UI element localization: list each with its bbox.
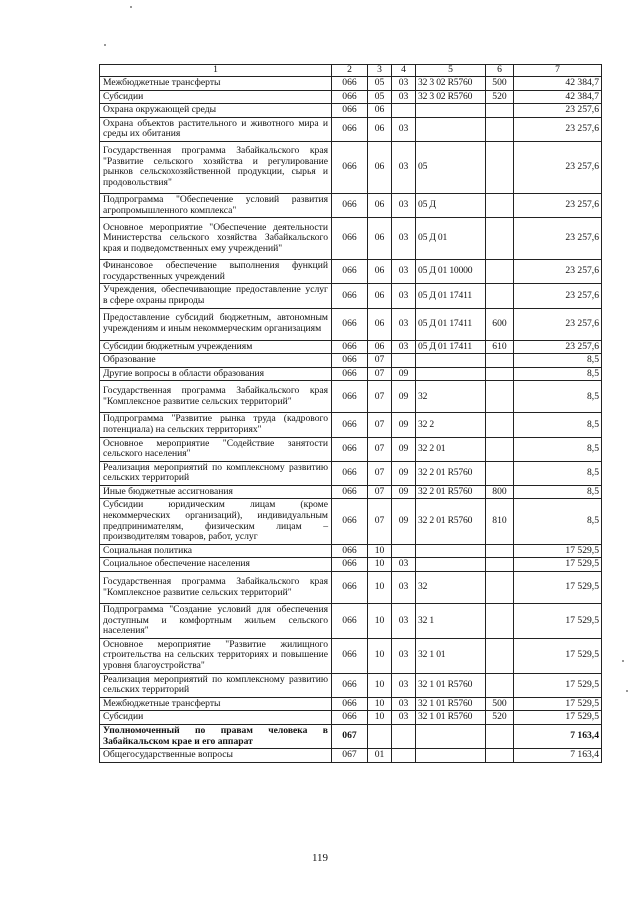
row-gr-code: 066 (332, 638, 368, 673)
row-csr-code: 32 3 02 R5760 (416, 90, 486, 104)
row-name: Основное мероприятие "Развитие жилищного строительства на сельских территориях и повышение уровня благоустройства" (100, 638, 332, 673)
table-row (100, 260, 602, 284)
table-row (100, 604, 602, 639)
row-vr-code (486, 413, 514, 437)
row-csr-code: 05 Д (416, 193, 486, 217)
row-gr-code: 066 (332, 141, 368, 193)
row-csr-code: 05 Д 01 17411 (416, 340, 486, 354)
column-header: 2 (332, 65, 368, 77)
row-vr-code (486, 284, 514, 308)
row-csr-code: 32 (416, 381, 486, 413)
row-gr-code: 066 (332, 381, 368, 413)
row-gr-code: 066 (332, 572, 368, 604)
row-vr-code: 800 (486, 485, 514, 499)
row-csr-code: 32 3 02 R5760 (416, 77, 486, 91)
scan-speck (626, 690, 628, 692)
row-pr-code: 03 (392, 117, 416, 141)
scan-speck (130, 6, 132, 8)
row-rz-code: 07 (368, 461, 392, 485)
row-vr-code (486, 749, 514, 763)
row-vr-code (486, 461, 514, 485)
row-vr-code (486, 218, 514, 260)
row-pr-code: 03 (392, 711, 416, 725)
row-gr-code: 066 (332, 544, 368, 558)
row-sum: 23 257,6 (514, 340, 602, 354)
row-gr-code: 066 (332, 697, 368, 711)
row-pr-code: 03 (392, 604, 416, 639)
table-row (100, 544, 602, 558)
row-name: Иные бюджетные ассигнования (100, 485, 332, 499)
row-rz-code: 06 (368, 193, 392, 217)
row-vr-code (486, 673, 514, 697)
table-row (100, 697, 602, 711)
row-pr-code (392, 104, 416, 118)
row-vr-code: 520 (486, 711, 514, 725)
table-row (100, 437, 602, 461)
row-name: Общегосударственные вопросы (100, 749, 332, 763)
row-rz-code: 06 (368, 284, 392, 308)
row-rz-code: 10 (368, 697, 392, 711)
row-sum: 23 257,6 (514, 104, 602, 118)
row-vr-code (486, 558, 514, 572)
row-name: Социальная политика (100, 544, 332, 558)
row-pr-code: 03 (392, 340, 416, 354)
row-name: Подпрограмма "Обеспечение условий развития агропромышленного комплекса" (100, 193, 332, 217)
row-vr-code (486, 141, 514, 193)
column-header: 1 (100, 65, 332, 77)
row-vr-code (486, 367, 514, 381)
row-gr-code: 066 (332, 193, 368, 217)
row-vr-code (486, 572, 514, 604)
row-pr-code: 03 (392, 558, 416, 572)
row-vr-code: 500 (486, 697, 514, 711)
row-rz-code: 10 (368, 604, 392, 639)
row-name: Уполномоченный по правам человека в Забайкальском крае и его аппарат (100, 724, 332, 748)
row-vr-code (486, 437, 514, 461)
table-row (100, 749, 602, 763)
row-name: Учреждения, обеспечивающие предоставление услуг в сфере охраны природы (100, 284, 332, 308)
row-pr-code: 09 (392, 413, 416, 437)
row-name: Социальное обеспечение населения (100, 558, 332, 572)
row-name: Межбюджетные трансферты (100, 77, 332, 91)
row-rz-code: 06 (368, 141, 392, 193)
row-rz-code: 07 (368, 437, 392, 461)
row-rz-code: 07 (368, 367, 392, 381)
row-sum: 17 529,5 (514, 544, 602, 558)
row-sum: 42 384,7 (514, 90, 602, 104)
row-name: Реализация мероприятий по комплексному развитию сельских территорий (100, 461, 332, 485)
row-rz-code: 07 (368, 354, 392, 368)
row-csr-code: 32 2 01 R5760 (416, 485, 486, 499)
row-csr-code (416, 354, 486, 368)
row-pr-code: 03 (392, 77, 416, 91)
table-row (100, 724, 602, 748)
row-sum: 17 529,5 (514, 697, 602, 711)
row-gr-code: 066 (332, 558, 368, 572)
row-gr-code: 066 (332, 673, 368, 697)
row-gr-code: 066 (332, 104, 368, 118)
table-row (100, 367, 602, 381)
table-row (100, 711, 602, 725)
row-rz-code: 06 (368, 104, 392, 118)
row-pr-code: 03 (392, 697, 416, 711)
row-csr-code: 05 (416, 141, 486, 193)
row-name: Государственная программа Забайкальского края "Комплексное развитие сельских территорий" (100, 572, 332, 604)
row-name: Финансовое обеспечение выполнения функций государственных учреждений (100, 260, 332, 284)
row-name: Реализация мероприятий по комплексному развитию сельских территорий (100, 673, 332, 697)
row-pr-code: 03 (392, 90, 416, 104)
scan-speck (104, 44, 106, 46)
row-rz-code: 10 (368, 544, 392, 558)
row-vr-code (486, 354, 514, 368)
row-pr-code: 03 (392, 141, 416, 193)
row-vr-code (486, 544, 514, 558)
row-vr-code: 500 (486, 77, 514, 91)
row-sum: 7 163,4 (514, 724, 602, 748)
table-row (100, 572, 602, 604)
row-vr-code: 520 (486, 90, 514, 104)
table-row (100, 558, 602, 572)
table-row (100, 117, 602, 141)
row-gr-code: 066 (332, 77, 368, 91)
row-gr-code: 066 (332, 260, 368, 284)
row-vr-code (486, 604, 514, 639)
row-name: Субсидии юридическим лицам (кроме некоммерческих организаций), индивидуальным предпринимателям, физическим лицам – производителям товаров, работ, услуг (100, 499, 332, 544)
row-gr-code: 066 (332, 485, 368, 499)
row-rz-code: 07 (368, 413, 392, 437)
column-header: 7 (514, 65, 602, 77)
row-sum: 8,5 (514, 485, 602, 499)
table-body (100, 77, 602, 763)
row-name: Субсидии бюджетным учреждениям (100, 340, 332, 354)
table-row (100, 77, 602, 91)
row-gr-code: 066 (332, 354, 368, 368)
row-rz-code: 07 (368, 485, 392, 499)
table-row (100, 485, 602, 499)
row-pr-code: 03 (392, 284, 416, 308)
row-pr-code: 09 (392, 437, 416, 461)
table-row (100, 499, 602, 544)
row-name: Субсидии (100, 711, 332, 725)
row-sum: 8,5 (514, 354, 602, 368)
row-sum: 17 529,5 (514, 572, 602, 604)
row-vr-code (486, 193, 514, 217)
row-pr-code: 03 (392, 638, 416, 673)
row-gr-code: 066 (332, 90, 368, 104)
row-vr-code: 600 (486, 308, 514, 340)
row-sum: 8,5 (514, 437, 602, 461)
table-row (100, 90, 602, 104)
row-rz-code: 10 (368, 673, 392, 697)
row-pr-code: 03 (392, 572, 416, 604)
row-gr-code: 066 (332, 604, 368, 639)
row-pr-code: 03 (392, 673, 416, 697)
row-rz-code: 07 (368, 499, 392, 544)
row-vr-code (486, 260, 514, 284)
row-vr-code (486, 104, 514, 118)
row-pr-code (392, 544, 416, 558)
row-csr-code: 32 1 01 R5760 (416, 697, 486, 711)
table-row (100, 104, 602, 118)
row-rz-code: 06 (368, 260, 392, 284)
row-csr-code: 32 2 01 R5760 (416, 499, 486, 544)
row-sum: 8,5 (514, 461, 602, 485)
row-sum: 23 257,6 (514, 308, 602, 340)
scan-speck (622, 660, 624, 662)
row-pr-code: 09 (392, 461, 416, 485)
row-pr-code (392, 749, 416, 763)
row-sum: 17 529,5 (514, 604, 602, 639)
row-rz-code: 10 (368, 638, 392, 673)
row-csr-code (416, 367, 486, 381)
row-csr-code: 32 1 01 (416, 638, 486, 673)
row-name: Государственная программа Забайкальского края "Комплексное развитие сельских территорий" (100, 381, 332, 413)
row-csr-code: 32 1 01 R5760 (416, 711, 486, 725)
row-csr-code: 05 Д 01 17411 (416, 284, 486, 308)
table-row (100, 638, 602, 673)
row-rz-code: 06 (368, 117, 392, 141)
row-csr-code (416, 117, 486, 141)
row-name: Подпрограмма "Создание условий для обеспечения доступным и комфортным жильем сельского населения" (100, 604, 332, 639)
table-header-row (100, 65, 602, 77)
row-sum: 23 257,6 (514, 193, 602, 217)
row-csr-code: 32 2 01 (416, 437, 486, 461)
row-csr-code: 32 2 (416, 413, 486, 437)
row-rz-code: 10 (368, 572, 392, 604)
row-gr-code: 066 (332, 340, 368, 354)
table-row (100, 193, 602, 217)
row-pr-code: 03 (392, 260, 416, 284)
row-rz-code: 01 (368, 749, 392, 763)
row-pr-code: 03 (392, 193, 416, 217)
row-sum: 42 384,7 (514, 77, 602, 91)
row-pr-code: 09 (392, 381, 416, 413)
table-row (100, 461, 602, 485)
row-gr-code: 066 (332, 413, 368, 437)
row-name: Субсидии (100, 90, 332, 104)
table-row (100, 413, 602, 437)
row-csr-code (416, 544, 486, 558)
row-rz-code: 05 (368, 77, 392, 91)
row-vr-code (486, 117, 514, 141)
row-csr-code: 32 2 01 R5760 (416, 461, 486, 485)
table-row (100, 218, 602, 260)
table-row (100, 354, 602, 368)
row-gr-code: 067 (332, 724, 368, 748)
row-name: Основное мероприятие "Обеспечение деятельности Министерства сельского хозяйства Забайкальского края и подведомственных ему учреждений" (100, 218, 332, 260)
row-csr-code (416, 104, 486, 118)
row-sum: 17 529,5 (514, 558, 602, 572)
column-header: 6 (486, 65, 514, 77)
column-header: 4 (392, 65, 416, 77)
row-gr-code: 066 (332, 218, 368, 260)
row-gr-code: 066 (332, 461, 368, 485)
row-name: Межбюджетные трансферты (100, 697, 332, 711)
row-name: Другие вопросы в области образования (100, 367, 332, 381)
table-row (100, 673, 602, 697)
row-pr-code: 09 (392, 485, 416, 499)
row-pr-code: 09 (392, 499, 416, 544)
row-sum: 17 529,5 (514, 673, 602, 697)
row-rz-code (368, 724, 392, 748)
row-sum: 17 529,5 (514, 638, 602, 673)
row-name: Предоставление субсидий бюджетным, автономным учреждениям и иным некоммерческим организациям (100, 308, 332, 340)
row-vr-code: 610 (486, 340, 514, 354)
budget-table (99, 64, 602, 763)
row-sum: 8,5 (514, 381, 602, 413)
row-csr-code: 32 1 (416, 604, 486, 639)
row-gr-code: 066 (332, 367, 368, 381)
row-sum: 23 257,6 (514, 218, 602, 260)
row-pr-code (392, 354, 416, 368)
row-csr-code (416, 749, 486, 763)
row-gr-code: 067 (332, 749, 368, 763)
row-sum: 17 529,5 (514, 711, 602, 725)
row-sum: 23 257,6 (514, 117, 602, 141)
row-sum: 7 163,4 (514, 749, 602, 763)
row-csr-code: 32 (416, 572, 486, 604)
row-rz-code: 10 (368, 711, 392, 725)
row-rz-code: 06 (368, 308, 392, 340)
row-gr-code: 066 (332, 284, 368, 308)
row-name: Основное мероприятие "Содействие занятости сельского населения" (100, 437, 332, 461)
table-row (100, 141, 602, 193)
row-rz-code: 06 (368, 340, 392, 354)
row-name: Государственная программа Забайкальского края "Развитие сельского хозяйства и регулирование рынков сельскохозяйственной продукции, сырья и продовольствия" (100, 141, 332, 193)
row-sum: 23 257,6 (514, 260, 602, 284)
row-pr-code: 03 (392, 218, 416, 260)
row-pr-code: 03 (392, 308, 416, 340)
row-gr-code: 066 (332, 711, 368, 725)
row-csr-code (416, 558, 486, 572)
row-vr-code: 810 (486, 499, 514, 544)
column-header: 3 (368, 65, 392, 77)
row-gr-code: 066 (332, 308, 368, 340)
row-vr-code (486, 638, 514, 673)
row-sum: 8,5 (514, 499, 602, 544)
page-number: 119 (311, 852, 329, 864)
row-csr-code: 05 Д 01 10000 (416, 260, 486, 284)
row-csr-code: 05 Д 01 17411 (416, 308, 486, 340)
row-name: Образование (100, 354, 332, 368)
row-vr-code (486, 381, 514, 413)
row-vr-code (486, 724, 514, 748)
row-rz-code: 10 (368, 558, 392, 572)
row-name: Подпрограмма "Развитие рынка труда (кадрового потенциала) на сельских территориях" (100, 413, 332, 437)
row-gr-code: 066 (332, 437, 368, 461)
row-sum: 23 257,6 (514, 141, 602, 193)
row-csr-code (416, 724, 486, 748)
table-row (100, 308, 602, 340)
row-gr-code: 066 (332, 499, 368, 544)
row-gr-code: 066 (332, 117, 368, 141)
table-row (100, 284, 602, 308)
table-row (100, 381, 602, 413)
row-rz-code: 07 (368, 381, 392, 413)
table-row (100, 340, 602, 354)
row-sum: 8,5 (514, 367, 602, 381)
row-csr-code: 05 Д 01 (416, 218, 486, 260)
row-name: Охрана объектов растительного и животного мира и среды их обитания (100, 117, 332, 141)
row-pr-code (392, 724, 416, 748)
row-name: Охрана окружающей среды (100, 104, 332, 118)
column-header: 5 (416, 65, 486, 77)
row-csr-code: 32 1 01 R5760 (416, 673, 486, 697)
row-sum: 8,5 (514, 413, 602, 437)
row-sum: 23 257,6 (514, 284, 602, 308)
row-pr-code: 09 (392, 367, 416, 381)
row-rz-code: 05 (368, 90, 392, 104)
row-rz-code: 06 (368, 218, 392, 260)
